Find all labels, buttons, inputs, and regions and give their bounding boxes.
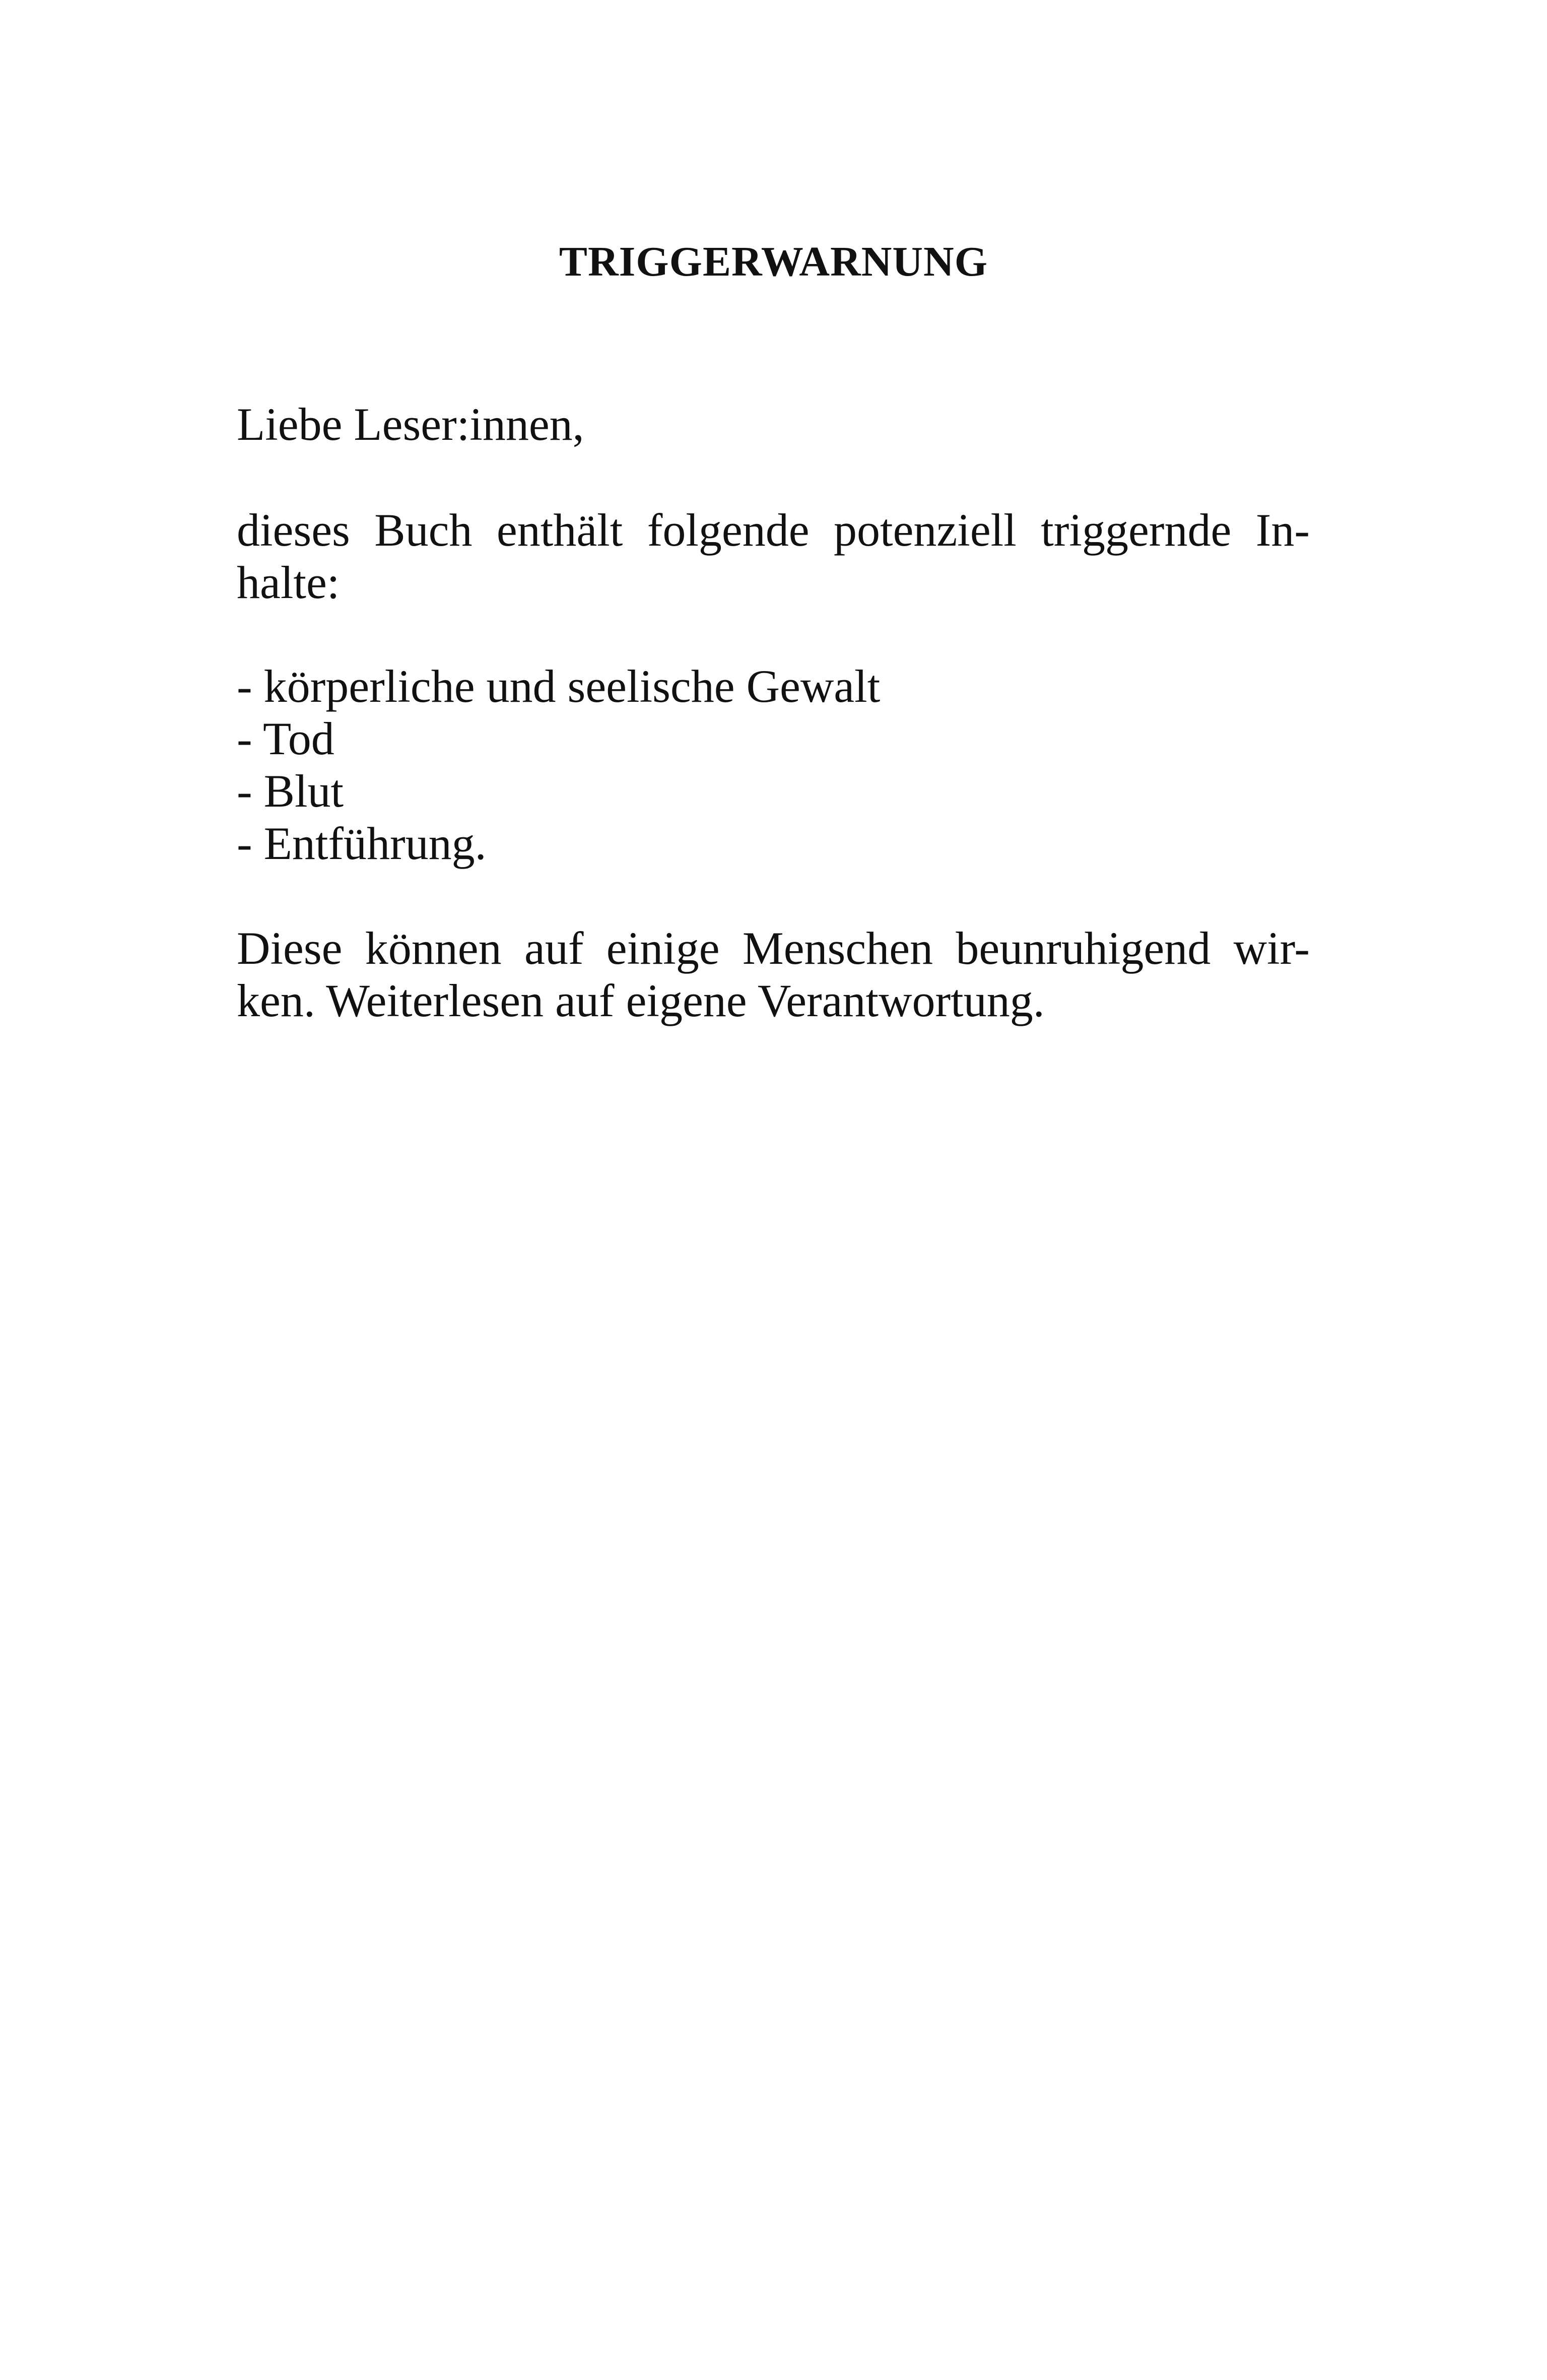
page-title: TRIGGERWARNUNG: [559, 238, 988, 285]
closing-line: ken. Weiterlesen auf eigene Verantwortung.: [237, 975, 1045, 1026]
warning-item: - Blut: [237, 765, 344, 817]
intro-line: dieses Buch enthält folgende potenziell triggernde In-: [237, 504, 1310, 556]
greeting: [237, 398, 1310, 450]
warning-item: - Entführung.: [237, 818, 487, 869]
warning-list: [237, 660, 1310, 870]
closing-paragraph: [237, 922, 1310, 1027]
intro-line: halte:: [237, 557, 340, 608]
greeting-line: Liebe Leser:innen,: [237, 399, 584, 450]
intro-paragraph: [237, 504, 1310, 609]
warning-item: - Tod: [237, 713, 334, 764]
closing-line: Diese können auf einige Menschen beunruhigend wir-: [237, 922, 1310, 974]
warning-item: - körperliche und seelische Gewalt: [237, 660, 881, 712]
